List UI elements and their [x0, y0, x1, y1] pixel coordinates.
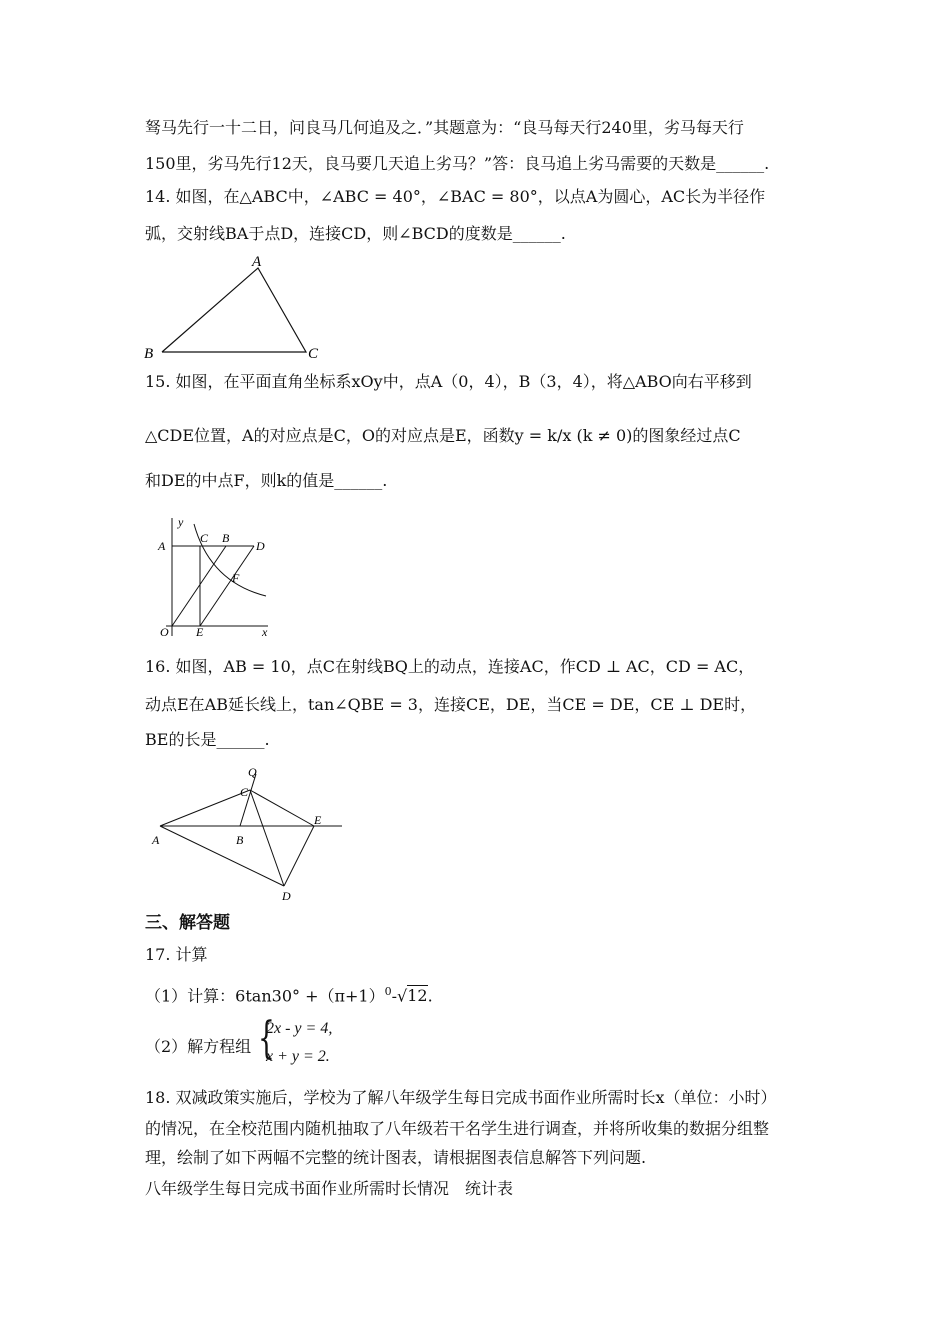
segment-ac	[160, 790, 250, 826]
q18-table-caption: 八年级学生每日完成书面作业所需时长情况 统计表	[145, 1179, 514, 1198]
q18-line-3: 理，绘制了如下两幅不完整的统计图表，请根据图表信息解答下列问题.	[145, 1148, 647, 1167]
label-q: Q	[248, 765, 257, 779]
q15-line-2: △CDE位置，A的对应点是C，O的对应点是E，函数y = k/x (k ≠ 0)的图象经过点C	[145, 426, 741, 445]
section-heading: 三、解答题	[145, 913, 230, 933]
label-e: E	[314, 813, 322, 827]
q15-line-1: 15. 如图，在平面直角坐标系xOy中，点A（0，4），B（3，4），将△ABO向右平移到	[145, 372, 752, 391]
triangle-abc	[162, 268, 306, 352]
label-e: E	[196, 625, 204, 639]
label-f: F	[232, 571, 240, 585]
q13-line-2: 150里，劣马先行12天，良马要几天追上劣马？”答：良马追上劣马需要的天数是______.	[145, 154, 770, 173]
label-o: O	[160, 625, 169, 639]
q17-part-1-radicand: 12	[407, 986, 428, 1006]
q16-line-2: 动点E在AB延长线上，tan∠QBE = 3，连接CE，DE，当CE = DE，CE ⊥ DE时，	[145, 695, 757, 714]
q17-title: 17. 计算	[145, 945, 208, 964]
label-a: A	[158, 539, 166, 553]
q14-line-2: 弧，交射线BA于点D，连接CD，则∠BCD的度数是______.	[145, 224, 566, 243]
q17-part-2-prefix: （2）解方程组	[145, 1037, 252, 1056]
label-c: C	[240, 785, 249, 799]
q16-line-1: 16. 如图，AB = 10，点C在射线BQ上的动点，连接AC，作CD ⊥ AC，CD = AC，	[145, 657, 755, 676]
q14-line-1: 14. 如图，在△ABC中，∠ABC = 40°，∠BAC = 80°，以点A为圆心，AC长为半径作	[145, 187, 766, 206]
q14-triangle-figure	[140, 252, 340, 364]
label-d: D	[282, 889, 291, 902]
q16-geometry-figure	[150, 762, 350, 902]
label-a: A	[152, 833, 160, 847]
q13-line-1: 驽马先行一十二日，问良马几何追及之．”其题意为：“良马每天行240里，劣马每天行	[145, 118, 744, 137]
segment-de	[284, 826, 314, 886]
q15-line-3: 和DE的中点F，则k的值是______.	[145, 471, 388, 490]
label-b: B	[236, 833, 244, 847]
label-c: C	[200, 531, 209, 545]
label-a: A	[252, 254, 262, 270]
q17-part-1	[145, 981, 433, 1007]
label-b: B	[144, 346, 154, 362]
segment-ed	[200, 546, 254, 626]
segment-ob	[172, 546, 226, 626]
label-b: B	[222, 531, 230, 545]
label-d: D	[256, 539, 265, 553]
q17-equation-2: x + y = 2.	[266, 1048, 330, 1065]
segment-ad	[160, 826, 284, 886]
q16-line-3: BE的长是______.	[145, 730, 270, 749]
q18-line-1: 18. 双减政策实施后，学校为了解八年级学生每日完成书面作业所需时长x（单位：小时）	[145, 1088, 777, 1107]
q17-part-1-exponent: 0	[384, 985, 392, 998]
label-y: y	[178, 515, 184, 529]
system-brace: {	[258, 1013, 275, 1064]
q17-equation-1: 2x - y = 4,	[266, 1020, 333, 1037]
q17-part-1-prefix: （1）计算：6tan30° +（π+1）	[145, 986, 385, 1006]
q15-coordinate-figure	[150, 512, 280, 642]
q17-part-1-end: .	[427, 986, 433, 1006]
label-x: x	[262, 625, 268, 639]
segment-ce	[250, 790, 314, 826]
label-c: C	[308, 346, 319, 362]
q18-line-2: 的情况，在全校范围内随机抽取了八年级若干名学生进行调查，并将所收集的数据分组整	[145, 1119, 770, 1138]
sqrt-sign: √	[397, 986, 408, 1006]
q17-part-1-minus: -	[391, 986, 397, 1006]
